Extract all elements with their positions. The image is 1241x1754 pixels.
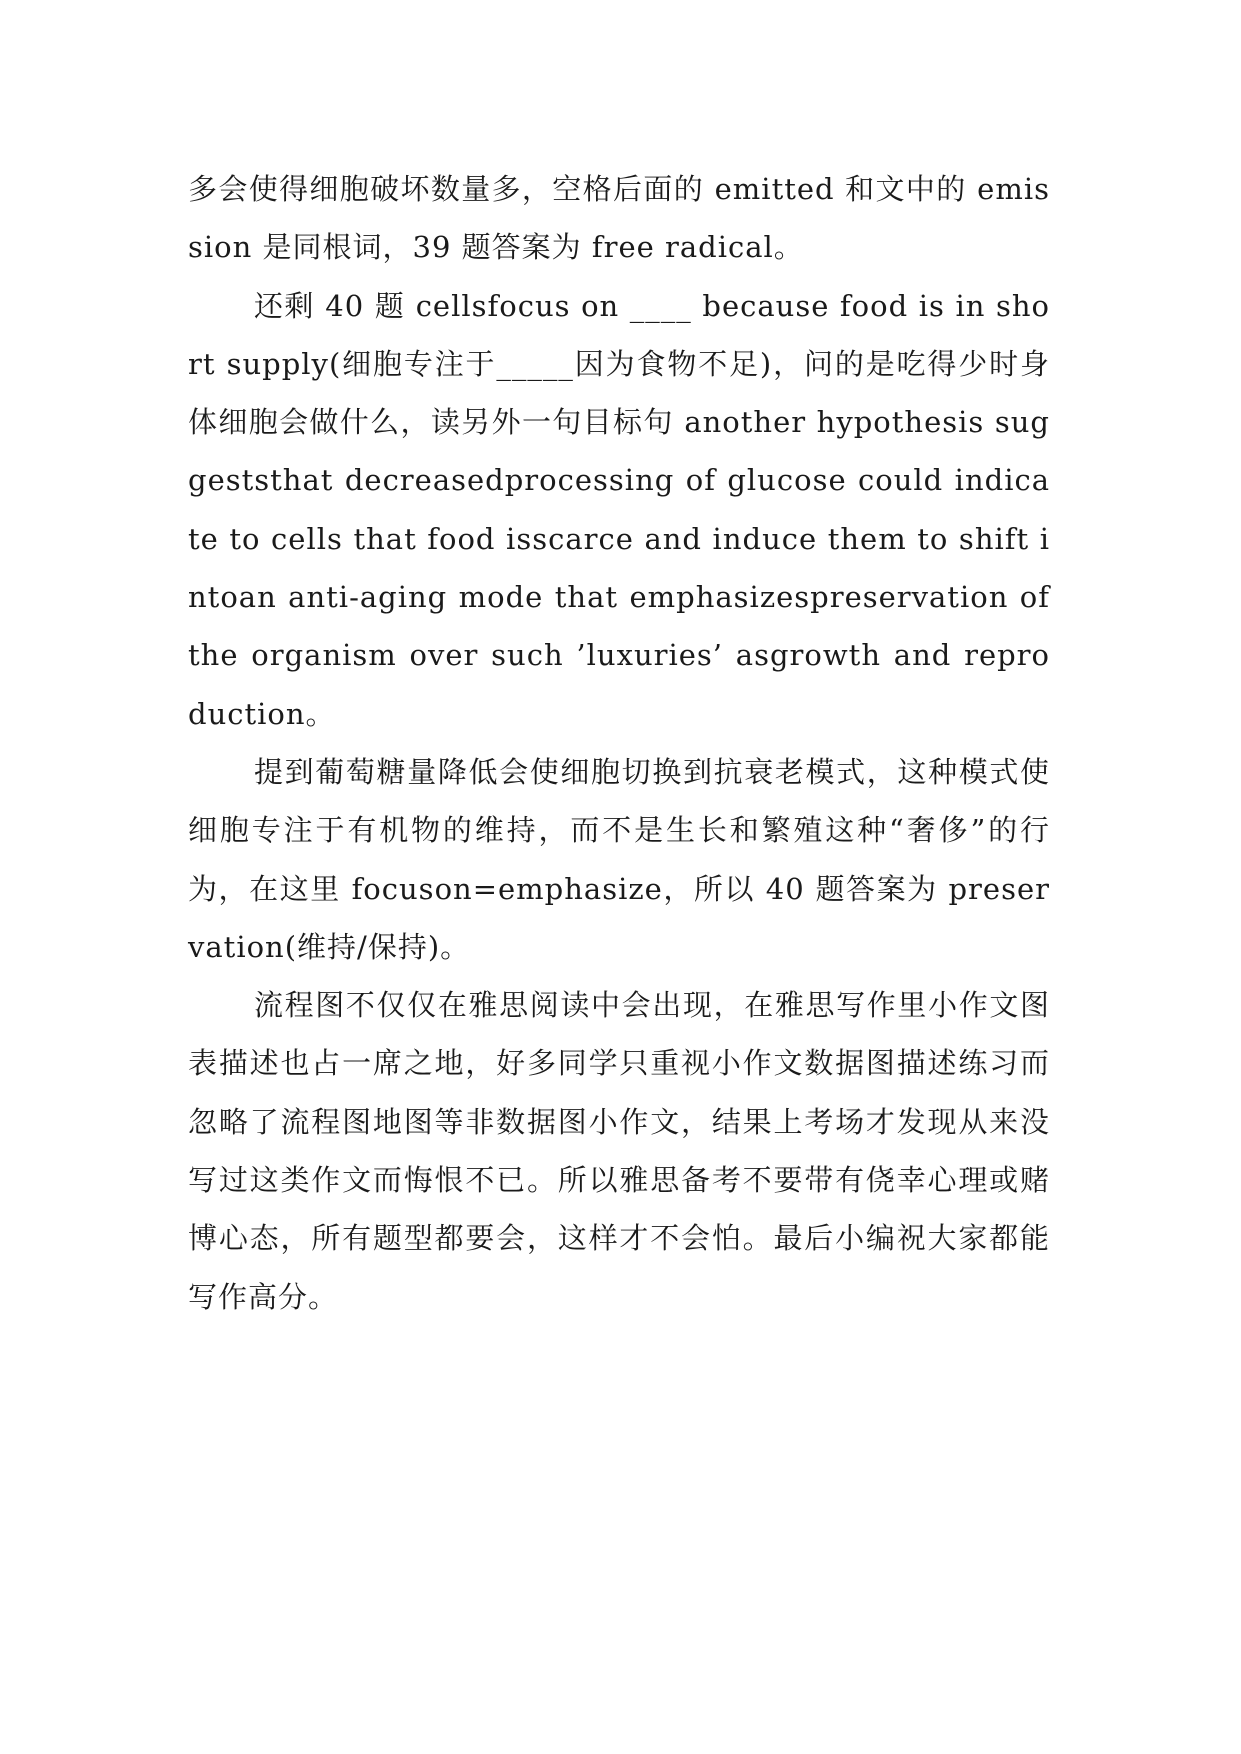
document-body xyxy=(188,160,1050,1326)
paragraph-question-40: 还剩 40 题 cellsfocus on ____ because food is in short supply(细胞专注于_____因为食物不足)，问的是吃得少时身体细胞会做什么，读另外一句目标句 another hypothesis suggeststhat decreasedprocessing of glucose could indicate to cells that food isscarce and induce them to shift intoan anti-aging mode that emphasizespreservation of the organism over such ’luxuries’ asgrowth and reproduction。 xyxy=(188,288,1050,731)
paragraph-answer-40: 提到葡萄糖量降低会使细胞切换到抗衰老模式，这种模式使细胞专注于有机物的维持，而不是生长和繁殖这种“奢侈”的行为，在这里 focuson=emphasize，所以 40 题答案为 preservation(维持/保持)。 xyxy=(188,754,1050,964)
paragraph-answer-39: 多会使得细胞破坏数量多，空格后面的 emitted 和文中的 emission 是同根词，39 题答案为 free radical。 xyxy=(188,172,1050,265)
paragraph-conclusion: 流程图不仅仅在雅思阅读中会出现，在雅思写作里小作文图表描述也占一席之地，好多同学只重视小作文数据图描述练习而忽略了流程图地图等非数据图小作文，结果上考场才发现从来没写过这类作文而悔恨不已。所以雅思备考不要带有侥幸心理或赌博心态，所有题型都要会，这样才不会怕。最后小编祝大家都能写作高分。 xyxy=(188,988,1050,1314)
